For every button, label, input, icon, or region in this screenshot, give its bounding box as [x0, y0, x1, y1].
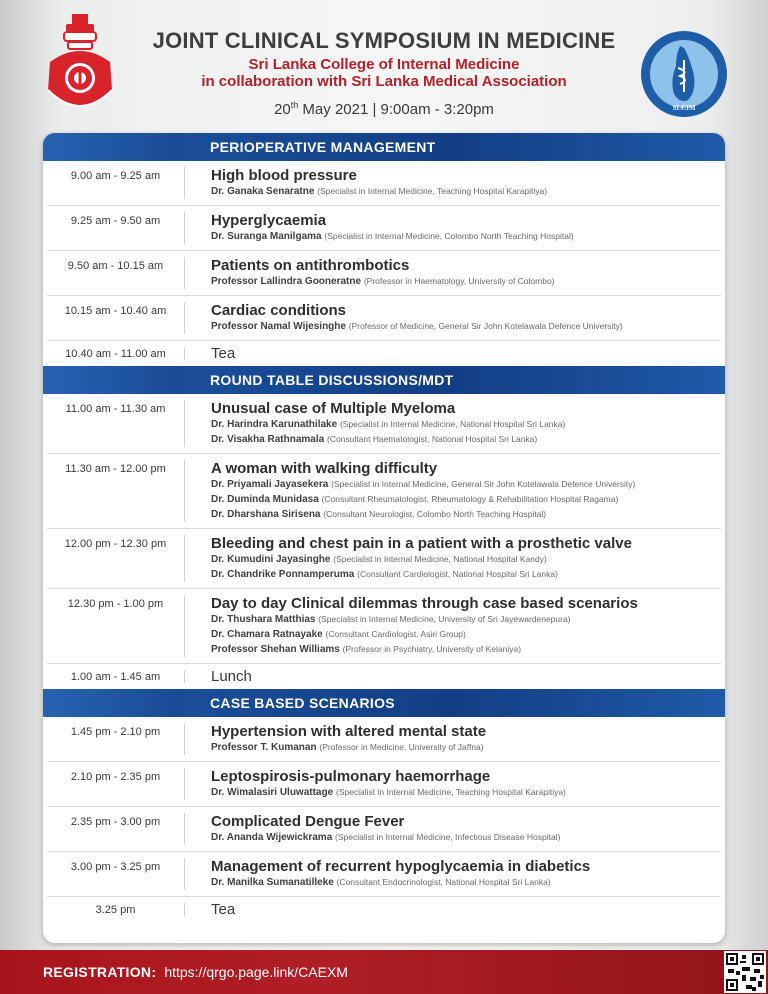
session-topic: Complicated Dengue Fever: [211, 813, 405, 830]
speaker-name: Professor Namal Wijesinghe: [211, 321, 346, 332]
session-content: [185, 529, 721, 588]
speaker-affiliation: (Specialist in Internal Medicine, National Hospital Kandy): [333, 554, 547, 564]
session-topic: Unusual case of Multiple Myeloma: [211, 400, 456, 417]
session-topic: Hypertension with altered mental state: [211, 723, 487, 740]
speaker-name: Dr. Visakha Rathnamala: [211, 434, 325, 445]
speaker-name: Professor Shehan Williams: [211, 644, 340, 655]
speaker-line: [211, 319, 721, 334]
session-time: 10.15 am - 10.40 am: [64, 305, 167, 317]
session-time: 1.00 am - 1.45 am: [70, 671, 161, 683]
session-time: 9.25 am - 9.50 am: [70, 215, 161, 227]
svg-text:SLCIM: SLCIM: [672, 104, 696, 112]
speaker-affiliation: (Specialist in Internal Medicine, Teaching Hospital Karapitiya): [335, 787, 566, 797]
speaker-line: [211, 507, 721, 522]
speaker-name: Dr. Ananda Wijewickrama: [211, 832, 333, 843]
speaker-affiliation: (Professor in Medicine, University of Jaffna): [319, 742, 484, 752]
break-row: [47, 664, 721, 689]
session-content: [185, 717, 721, 761]
session-content: [185, 762, 721, 806]
session-time: 12.00 pm - 12.30 pm: [64, 538, 167, 550]
speaker-name: Dr. Suranga Manilgama: [211, 231, 322, 242]
section-rows: [43, 717, 725, 922]
speaker-line: [211, 432, 721, 447]
speaker-affiliation: (Consultant Endocrinologist, National Hospital Sri Lanka): [336, 877, 551, 887]
session-time: 10.40 am - 11.00 am: [65, 348, 166, 360]
session-time: 11.00 am - 11.30 am: [65, 403, 166, 415]
session-row: [47, 454, 721, 529]
section-title: CASE BASED SCENARIOS: [210, 695, 395, 711]
session-topic: A woman with walking difficulty: [211, 460, 438, 477]
speaker-affiliation: (Specialist in Internal Medicine, Infectious Disease Hospital): [335, 832, 561, 842]
speaker-affiliation: (Specialist in Internal Medicine, Teaching Hospital Karapitiya): [317, 186, 548, 196]
speaker-line: [211, 740, 721, 755]
speaker-line: [211, 477, 721, 492]
section-title: ROUND TABLE DISCUSSIONS/MDT: [210, 372, 454, 388]
session-topic: Tea: [211, 901, 236, 918]
speaker-name: Dr. Manilka Sumanatilleke: [211, 877, 334, 888]
session-content: [185, 897, 721, 922]
header: [0, 0, 768, 130]
speaker-line: [211, 552, 721, 567]
session-content: [185, 664, 721, 689]
session-time: 9.50 am - 10.15 am: [67, 260, 164, 272]
speaker-name: Dr. Thushara Matthias: [211, 614, 316, 625]
session-row: [47, 807, 721, 852]
collaboration-line: in collaboration with Sri Lanka Medical Association: [201, 73, 567, 90]
speaker-line: [211, 417, 721, 432]
speaker-affiliation: (Professor in Psychiatry, University of Kelaniya): [342, 644, 522, 654]
speaker-line: [211, 274, 721, 289]
section-header-accent: [43, 133, 184, 161]
session-topic: Day to day Clinical dilemmas through case based scenarios: [211, 595, 638, 612]
session-row: [47, 589, 721, 664]
speaker-line: [211, 642, 721, 657]
speaker-line: [211, 612, 721, 627]
break-row: [47, 897, 721, 922]
session-row: [47, 529, 721, 589]
session-content: [185, 454, 721, 528]
session-content: [185, 807, 721, 851]
section-rows: [43, 394, 725, 689]
section-header: [43, 689, 725, 717]
session-row: [47, 296, 721, 341]
session-time: 1.45 pm - 2.10 pm: [70, 726, 161, 738]
registration-label: REGISTRATION:: [43, 964, 157, 980]
session-topic: Bleeding and chest pain in a patient with a prosthetic valve: [211, 535, 632, 552]
session-row: [47, 251, 721, 296]
session-time: 11.30 am - 12.00 pm: [65, 463, 166, 475]
session-topic: Patients on antithrombotics: [211, 257, 410, 274]
session-topic: High blood pressure: [211, 167, 357, 184]
section-header-accent: [43, 689, 184, 717]
section-header-accent: [43, 366, 184, 394]
slcim-seal-logo: [640, 30, 728, 118]
programme-card: [43, 133, 725, 943]
date-day: 20: [274, 101, 291, 118]
speaker-affiliation: (Specialist in Internal Medicine, University of Sri Jayewardenepura): [318, 614, 571, 624]
session-content: [185, 341, 721, 366]
speaker-name: Dr. Harindra Karunathilake: [211, 419, 338, 430]
speaker-line: [211, 229, 721, 244]
speaker-affiliation: (Consultant Haematologist, National Hospital Sri Lanka): [326, 434, 538, 444]
speaker-affiliation: (Specialist in Internal Medicine, National Hospital Sri Lanka): [339, 419, 566, 429]
speaker-name: Professor Lallindra Gooneratne: [211, 276, 362, 287]
speaker-affiliation: (Consultant Cardiologist, National Hospital Sri Lanka): [357, 569, 558, 579]
speaker-line: [211, 875, 721, 890]
session-topic: Lunch: [211, 668, 252, 685]
session-topic: Leptospirosis-pulmonary haemorrhage: [211, 768, 491, 785]
speaker-line: [211, 567, 721, 582]
break-row: [47, 341, 721, 366]
session-row: [47, 161, 721, 206]
speaker-affiliation: (Consultant Neurologist, Colombo North Teaching Hospital): [323, 509, 547, 519]
speaker-affiliation: (Consultant Rheumatologist, Rheumatology & Rehabilitation Hospital Ragama): [321, 494, 619, 504]
session-time: 9.00 am - 9.25 am: [70, 170, 161, 182]
registration-bar: [0, 950, 768, 994]
speaker-line: [211, 627, 721, 642]
speaker-affiliation: (Consultant Cardiologist, Asiri Group): [325, 629, 466, 639]
event-title: JOINT CLINICAL SYMPOSIUM IN MEDICINE: [152, 28, 616, 53]
session-row: [47, 394, 721, 454]
section-title: PERIOPERATIVE MANAGEMENT: [210, 139, 436, 155]
session-content: [185, 852, 721, 896]
speaker-name: Dr. Dharshana Sirisena: [211, 509, 321, 520]
speaker-affiliation: (Specialist in Internal Medicine, Colombo North Teaching Hospital): [324, 231, 574, 241]
speaker-affiliation: (Professor in Haematology, University of Colombo): [363, 276, 555, 286]
session-time: 12.30 pm - 1.00 pm: [67, 598, 164, 610]
session-topic: Cardiac conditions: [211, 302, 347, 319]
session-row: [47, 717, 721, 762]
qr-code-icon[interactable]: [724, 951, 766, 993]
session-row: [47, 206, 721, 251]
session-content: [185, 394, 721, 453]
session-time: 3.00 pm - 3.25 pm: [70, 861, 161, 873]
speaker-line: [211, 184, 721, 199]
speaker-name: Dr. Chandrike Ponnamperuma: [211, 569, 355, 580]
session-content: [185, 206, 721, 250]
session-topic: Tea: [211, 345, 236, 362]
speaker-name: Dr. Priyamali Jayasekera: [211, 479, 329, 490]
session-content: [185, 251, 721, 295]
session-content: [185, 296, 721, 340]
speaker-line: [211, 785, 721, 800]
speaker-name: Dr. Ganaka Senaratne: [211, 186, 315, 197]
session-content: [185, 161, 721, 205]
section-header: [43, 366, 725, 394]
session-row: [47, 762, 721, 807]
section-header: [43, 133, 725, 161]
speaker-name: Dr. Chamara Ratnayake: [211, 629, 323, 640]
session-time: 2.10 pm - 2.35 pm: [70, 771, 161, 783]
speaker-name: Dr. Wimalasiri Uluwattage: [211, 787, 334, 798]
registration-link[interactable]: https://qrgo.page.link/CAEXM: [164, 964, 348, 980]
speaker-affiliation: (Specialist in Internal Medicine, General Sir John Kotelawala Defence University): [331, 479, 636, 489]
speaker-name: Dr. Duminda Munidasa: [211, 494, 319, 505]
session-topic: Hyperglycaemia: [211, 212, 327, 229]
date-rest: May 2021 | 9:00am - 3:20pm: [298, 101, 494, 118]
session-time: 3.25 pm: [95, 904, 136, 916]
session-time: 2.35 pm - 3.00 pm: [70, 816, 161, 828]
date-suffix: th: [290, 100, 299, 110]
organizer-line: Sri Lanka College of Internal Medicine: [248, 56, 520, 73]
speaker-line: [211, 492, 721, 507]
speaker-line: [211, 830, 721, 845]
session-row: [47, 852, 721, 897]
speaker-name: Professor T. Kumanan: [211, 742, 317, 753]
session-content: [185, 589, 721, 663]
session-topic: Management of recurrent hypoglycaemia in diabetics: [211, 858, 591, 875]
speaker-affiliation: (Professor of Medicine, General Sir John Kotelawala Defence University): [348, 321, 623, 331]
speaker-name: Dr. Kumudini Jayasinghe: [211, 554, 331, 565]
section-rows: [43, 161, 725, 366]
